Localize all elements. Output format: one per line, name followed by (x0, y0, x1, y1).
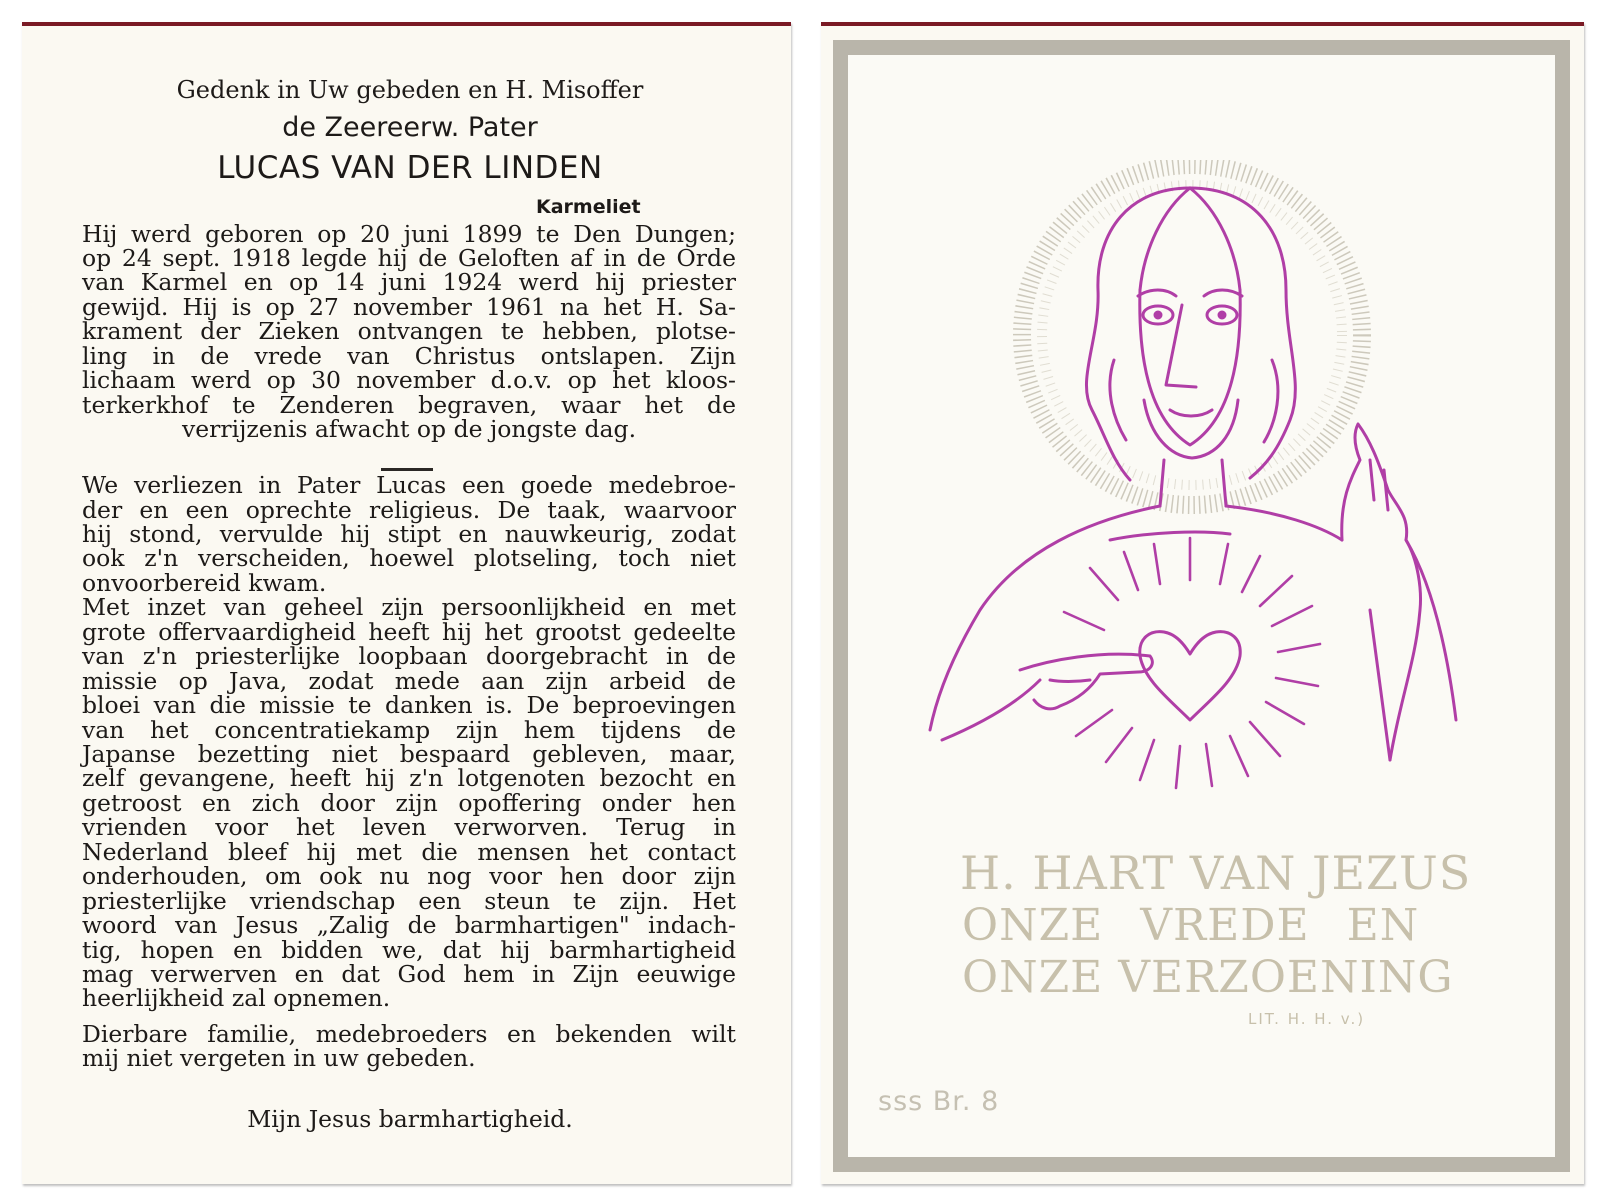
tribute-line: van z'n priesterlijke loopbaan doorgebracht in de (82, 642, 736, 670)
tribute-line: grote offervaardigheid heeft hij het grootst gedeelte (82, 618, 736, 646)
remembrance-heading: Gedenk in Uw gebeden en H. Misoffer (176, 76, 644, 104)
bio-line: Hij werd geboren op 20 juni 1899 te Den Dungen; (82, 220, 736, 248)
farewell-line: mij niet vergeten in uw gebeden. (82, 1044, 476, 1072)
bio-line: gewijd. Hij is op 27 november 1961 na het H. Sa- (82, 293, 736, 321)
tribute-line: heerlijkheid zal opnemen. (82, 984, 391, 1012)
tribute-line: Met inzet van geheel zijn persoonlijkheid en met (82, 593, 736, 621)
tribute-line: vrienden voor het leven verworven. Terug in (82, 813, 736, 841)
tribute-line: der en een oprechte religieus. De taak, waarvoor (82, 496, 736, 524)
heart-icon (1140, 632, 1240, 720)
tribute-line: mag verwerven en dat God hem in Zijn eeuwige (82, 960, 736, 988)
religious-order: Karmeliet (536, 196, 641, 218)
tribute-line: van het concentratiekamp zijn hem tijdens de (82, 716, 736, 744)
closing-prayer: Mijn Jesus barmhartigheid. (247, 1105, 573, 1133)
tribute-line: onvoorbereid kwam. (82, 569, 327, 597)
bio-line: van Karmel en op 14 juni 1924 werd hij priester (82, 268, 736, 296)
tribute-line: tig, hopen en bidden we, dat hij barmhartigheid (82, 936, 736, 964)
series-code: sss Br. 8 (878, 1086, 1000, 1117)
tribute-line: hij stond, vervulde hij stipt en nauwkeurig, zodat (82, 520, 736, 548)
bio-line: krament der Zieken ontvangen te hebben, plotse- (82, 317, 736, 345)
tribute-line: Japanse bezetting niet bespaard gebleven, maar, (82, 740, 736, 768)
title-heading: de Zeereerw. Pater (282, 112, 538, 143)
card-title-line: H. HART VAN JEZUS (960, 846, 1472, 900)
hair-outline (1086, 188, 1295, 480)
tribute-line: missie op Java, zodat mede aan zijn arbeid de (82, 667, 736, 695)
bio-line: op 24 sept. 1918 legde hij de Geloften af in de Orde (82, 244, 736, 272)
tribute-line: getroost en zich door zijn opoffering onder hen (82, 789, 736, 817)
card-title-line: ONZE VREDE EN (962, 900, 1420, 951)
bio-line: verrijzenis afwacht op de jongste dag. (181, 415, 637, 443)
tribute-line: priesterlijke vriendschap een steun te zijn. Het (82, 887, 736, 915)
tribute-line: ook z'n verscheiden, hoewel plotseling, toch niet (82, 544, 736, 572)
card-title-line: ONZE VERZOENING (962, 952, 1454, 1003)
sacred-heart-illustration (900, 160, 1500, 840)
heart-rays (1064, 538, 1320, 788)
bio-line: lichaam werd op 30 november d.o.v. op het kloos- (82, 366, 736, 394)
farewell-line: Dierbare familie, medebroeders en bekenden wilt (82, 1020, 736, 1048)
tribute-line: woord van Jesus „Zalig de barmhartigen" indach- (82, 911, 736, 939)
bio-line: terkerkhof te Zenderen begraven, waar het de (82, 391, 736, 419)
bio-line: ling in de vrede van Christus ontslapen. Zijn (82, 342, 736, 370)
tribute-line: onderhouden, om ook nu nog voor hen door zijn (82, 862, 736, 890)
tribute-line: zelf gevangene, heeft hij z'n lotgenoten bezocht en (82, 764, 736, 792)
tribute-line: Nederland bleef hij met die mensen het contact (82, 838, 736, 866)
halo-icon (1022, 165, 1362, 505)
source-reference: LIT. H. H. v.) (1248, 1010, 1366, 1028)
tribute-line: We verliezen in Pater Lucas een goede medebroe- (82, 471, 736, 499)
name-heading: LUCAS VAN DER LINDEN (217, 150, 603, 186)
tribute-line: bloei van die missie te danken is. De beproevingen (82, 691, 736, 719)
